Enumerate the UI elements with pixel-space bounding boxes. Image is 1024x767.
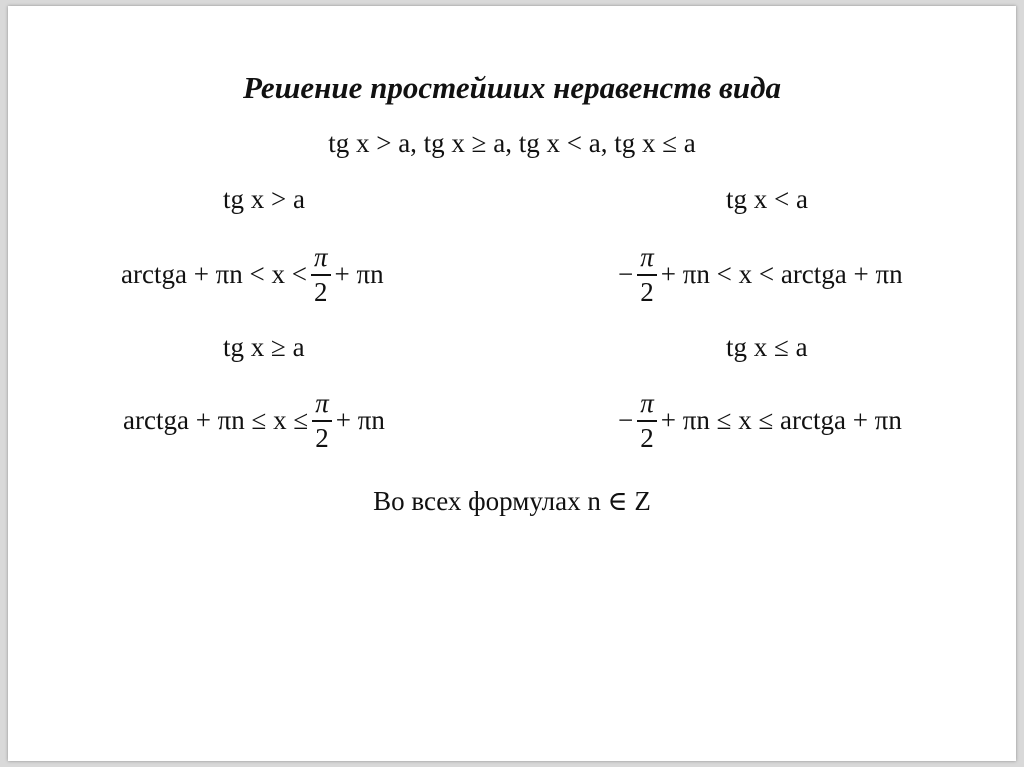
formula-left: −: [618, 259, 634, 290]
pi-over-2-fraction: [637, 390, 657, 452]
pi-over-2-fraction: [312, 390, 332, 452]
fraction-numerator: π: [314, 242, 328, 272]
formula-left: −: [618, 405, 634, 436]
fraction-denominator: 2: [640, 276, 654, 307]
fraction-numerator: π: [640, 242, 654, 272]
fraction-numerator: π: [640, 388, 654, 418]
condition-tg-greater-equal: tg x ≥ a: [223, 332, 305, 362]
condition-tg-less: tg x < a: [726, 184, 808, 214]
pi-over-2-fraction: [637, 244, 657, 306]
fraction-denominator: 2: [314, 276, 328, 307]
formula-right: + πn < x < arctga + πn: [660, 259, 903, 290]
condition-tg-greater: tg x > a: [223, 184, 305, 214]
formula-right: + πn ≤ x ≤ arctga + πn: [660, 405, 902, 436]
slide: [8, 6, 1016, 761]
formula-right: + πn: [335, 405, 385, 436]
slide-title: Решение простейших неравенств вида: [243, 70, 781, 105]
fraction-bar: [312, 420, 332, 422]
fraction-numerator: π: [315, 388, 329, 418]
fraction-denominator: 2: [640, 422, 654, 453]
fraction-bar: [637, 420, 657, 422]
formula-right: + πn: [334, 259, 384, 290]
solution-tg-greater-equal: [123, 390, 385, 452]
fraction-bar: [311, 274, 331, 276]
footer-note: Во всех формулах n ∈ Z: [373, 486, 651, 516]
solution-tg-greater: [121, 244, 384, 306]
pi-over-2-fraction: [311, 244, 331, 306]
fraction-denominator: 2: [315, 422, 329, 453]
solution-tg-less: [618, 244, 903, 306]
fraction-bar: [637, 274, 657, 276]
formula-left: arctga + πn ≤ x ≤: [123, 405, 309, 436]
inequality-forms: tg x > a, tg x ≥ a, tg x < a, tg x ≤ a: [328, 128, 696, 158]
condition-tg-less-equal: tg x ≤ a: [726, 332, 808, 362]
formula-left: arctga + πn < x <: [121, 259, 308, 290]
solution-tg-less-equal: [618, 390, 902, 452]
